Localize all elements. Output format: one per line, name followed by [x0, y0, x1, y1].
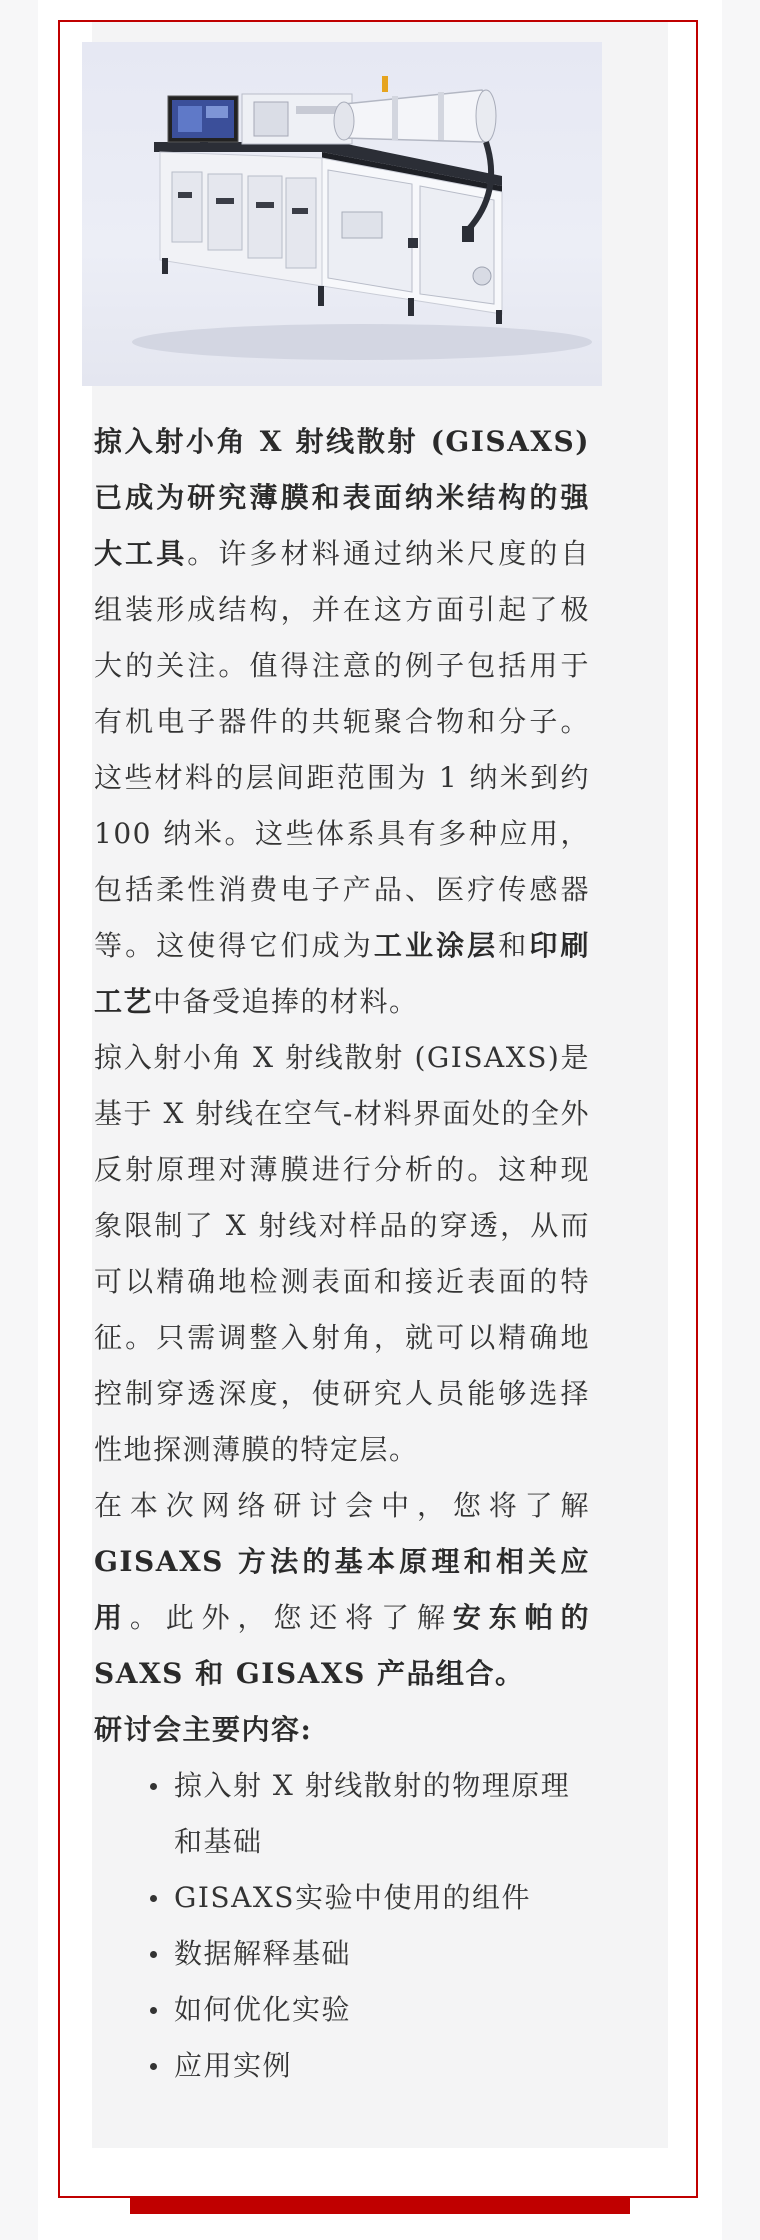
webinar-bold-1: GISAXS 方法的基本原理和相关应用	[94, 1545, 590, 1634]
list-item: GISAXS实验中使用的组件	[174, 1870, 590, 1926]
webinar-text-1: 在本次网络研讨会中，您将了解	[94, 1489, 590, 1522]
webinar-paragraph	[94, 1478, 590, 1702]
list-item: 如何优化实验	[174, 1982, 590, 2038]
webinar-text-2: 。此外，您还将了解	[129, 1601, 453, 1634]
list-item: 数据解释基础	[174, 1926, 590, 1982]
bottom-accent-bar	[130, 2196, 630, 2214]
article-content	[94, 414, 590, 2094]
instrument-photo	[82, 42, 602, 386]
intro-paragraph	[94, 414, 590, 1030]
industrial-coatings-term: 工业涂层	[373, 929, 499, 962]
intro-connector: 和	[498, 929, 530, 962]
topics-heading: 研讨会主要内容:	[94, 1713, 313, 1746]
intro-bold-lead: 掠入射小角 X 射线散射 (GISAXS) 已成为研究薄膜和表面纳米结构的强大工具	[94, 425, 590, 570]
intro-text: 。许多材料通过纳米尺度的自组装形成结构，并在这方面引起了极大的关注。值得注意的例子包括用于有机电子器件的共轭聚合物和分子。这些材料的层间距范围为 1 纳米到约 100 纳米。这些体系具有多种应用，包括柔性消费电子产品、医疗传感器等。这使得它们成为	[94, 537, 590, 962]
printing-process-term: 印刷工艺	[94, 929, 590, 1018]
method-paragraph: 掠入射小角 X 射线散射 (GISAXS)是基于 X 射线在空气-材料界面处的全外反射原理对薄膜进行分析的。这种现象限制了 X 射线对样品的穿透，从而可以精确地检测表面和接近表面的特征。只需调整入射角，就可以精确地控制穿透深度，使研究人员能够选择性地探测薄膜的特定层。	[94, 1041, 590, 1466]
webinar-bold-2: 安东帕的 SAXS 和 GISAXS 产品组合。	[94, 1601, 590, 1690]
list-item: 掠入射 X 射线散射的物理原理和基础	[174, 1758, 590, 1870]
instrument-illustration	[82, 42, 602, 386]
intro-ending: 中备受追捧的材料。	[153, 985, 419, 1018]
list-item: 应用实例	[174, 2038, 590, 2094]
topics-list	[94, 1758, 590, 2094]
